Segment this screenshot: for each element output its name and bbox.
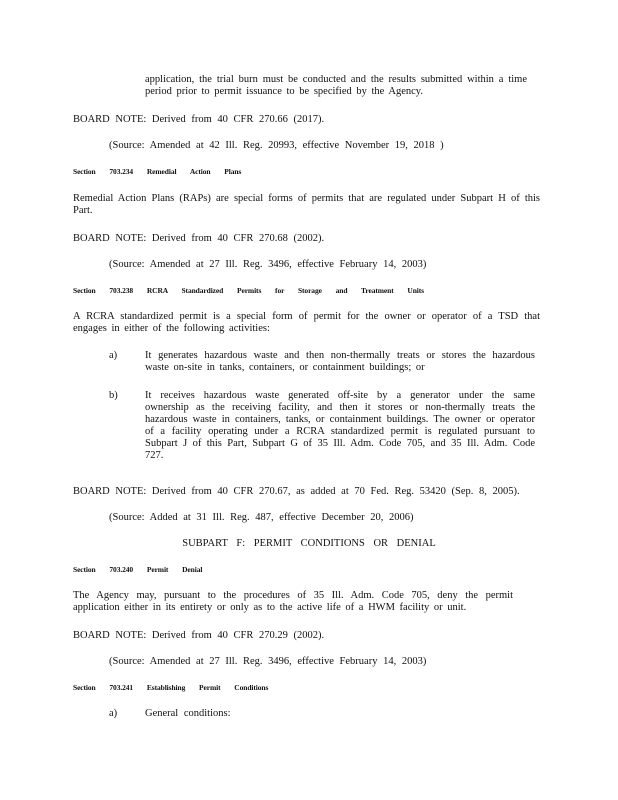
list-item-b-text: It receives hazardous waste generated off-site by a generator under the same ownership as the receiving facility, and then it stores or non-thermally treats the hazardous waste in containers, tanks, or containment buildings. The owner or operator of a facility operating under a RCRA standardized permit is regulated pursuant to Subpart J of this Part, Subpart G of 35 Ill. Adm. Code 705, and 35 Ill. Adm. Code 727. xyxy=(145,390,535,461)
list-item-a-text: It generates hazardous waste and then non-thermally treats or stores the hazardous waste on-site in tanks, containers, or containment buildings; or xyxy=(145,350,535,373)
list-item-general-label: a) xyxy=(109,708,118,719)
section-703-234-heading: Section 703.234 Remedial Action Plans xyxy=(73,167,242,176)
rap-paragraph: Remedial Action Plans (RAPs) are special forms of permits that are regulated under Subpart H of this Part. xyxy=(73,193,540,216)
trial-burn-paragraph: application, the trial burn must be conducted and the results submitted within a time period prior to permit issuance to be specified by the Agency. xyxy=(145,74,527,97)
board-note-270-66: BOARD NOTE: Derived from 40 CFR 270.66 (2017). xyxy=(73,114,325,125)
subpart-f-heading: SUBPART F: PERMIT CONDITIONS OR DENIAL xyxy=(182,538,436,549)
board-note-270-67: BOARD NOTE: Derived from 40 CFR 270.67, as added at 70 Fed. Reg. 53420 (Sep. 8, 2005). xyxy=(73,486,520,497)
list-item-b-label: b) xyxy=(109,390,118,401)
source-note-2: (Source: Amended at 27 Ill. Reg. 3496, effective February 14, 2003) xyxy=(109,259,427,270)
source-note-3: (Source: Added at 31 Ill. Reg. 487, effective December 20, 2006) xyxy=(109,512,414,523)
board-note-270-68: BOARD NOTE: Derived from 40 CFR 270.68 (2002). xyxy=(73,233,325,244)
standardized-permit-paragraph: A RCRA standardized permit is a special form of permit for the owner or operator of a TSD that engages in either of the following activities: xyxy=(73,311,540,334)
section-703-238-heading: Section 703.238 RCRA Standardized Permits for Storage and Treatment Units xyxy=(73,286,424,295)
list-item-a-label: a) xyxy=(109,350,118,361)
section-703-240-heading: Section 703.240 Permit Denial xyxy=(73,565,203,574)
source-note-1: (Source: Amended at 42 Ill. Reg. 20993, effective November 19, 2018 ) xyxy=(109,140,444,151)
section-703-241-heading: Section 703.241 Establishing Permit Conditions xyxy=(73,683,269,692)
permit-denial-paragraph: The Agency may, pursuant to the procedures of 35 Ill. Adm. Code 705, deny the permit application either in its entirety or only as to the active life of a HWM facility or unit. xyxy=(73,590,513,613)
general-conditions-text: General conditions: xyxy=(145,708,231,719)
source-note-4: (Source: Amended at 27 Ill. Reg. 3496, effective February 14, 2003) xyxy=(109,656,427,667)
board-note-270-29: BOARD NOTE: Derived from 40 CFR 270.29 (2002). xyxy=(73,630,325,641)
